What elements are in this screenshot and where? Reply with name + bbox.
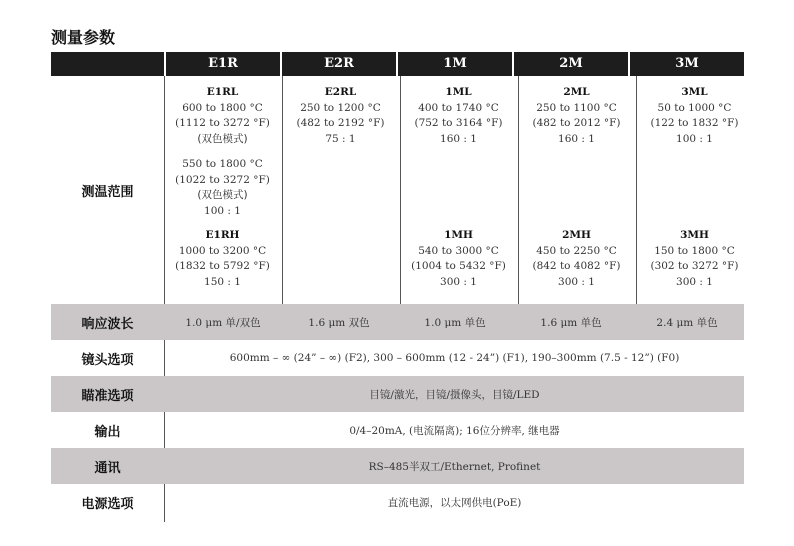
range-fahrenheit: (482 to 2012 °F) [532,117,621,129]
range-celsius: 150 to 1800 °C [654,244,735,257]
distance-ratio: 160 : 1 [558,132,595,145]
row-response-wavelength [51,304,744,340]
table-header [51,52,744,76]
row-label: 通讯 [94,460,121,476]
range-celsius: 400 to 1740 °C [418,101,499,114]
row-label: 镜头选项 [81,352,134,368]
row-aiming-options [51,376,744,412]
range-section [51,76,744,304]
range-group-3mh [637,228,752,290]
header-model-e2r: E2R [280,52,396,76]
range-celsius: 250 to 1100 °C [536,101,617,114]
range-celsius: 450 to 2250 °C [536,244,617,257]
range-fahrenheit: (122 to 1832 °F) [650,117,739,129]
range-cell-e2r [282,76,398,304]
response-cells [165,304,745,340]
range-fahrenheit: (482 to 2192 °F) [296,117,385,129]
row-communication [51,448,744,484]
distance-ratio: 160 : 1 [440,132,477,145]
column-divider [164,484,165,522]
range-celsius: 600 to 1800 °C [182,101,263,114]
range-fahrenheit: (752 to 3164 °F) [414,117,503,129]
sub-model: 3MH [680,229,709,241]
row-label: 瞄准选项 [81,388,134,404]
output-value: 0/4–20mA, (电流隔离); 16位分辨率, 继电器 [349,424,560,437]
range-fahrenheit: (1832 to 5792 °F) [175,260,270,272]
row-label: 响应波长 [81,316,134,332]
range-group-e1rh [165,228,280,290]
range-group-e1rl [165,85,280,147]
sub-model: 2ML [563,86,590,98]
range-group-1mh [401,228,516,290]
range-cell-1m [400,76,516,304]
sub-model: E1RL [206,86,239,98]
sub-model: 2MH [562,229,591,241]
response-cell-e1r: 1.0 μm 单/双色 [185,316,261,329]
header-model-1m: 1M [396,52,512,76]
range-cell-e1r [164,76,280,304]
row-lens-options [51,340,744,376]
header-model-3m: 3M [628,52,744,76]
response-cell-1m: 1.0 μm 单色 [424,316,486,329]
header-model-e1r: E1R [164,52,280,76]
header-model-2m: 2M [512,52,628,76]
range-fahrenheit: (1022 to 3272 °F) [175,173,270,186]
response-cell-3m: 2.4 μm 单色 [656,316,718,329]
range-fahrenheit: (302 to 3272 °F) [650,260,739,272]
range-celsius: 540 to 3000 °C [418,244,499,257]
row-label-range: 测温范围 [81,184,134,200]
distance-ratio: 100 : 1 [676,132,713,145]
comm-value: RS–485半双工/Ethernet, Profinet [368,460,541,473]
range-fahrenheit: (1112 to 3272 °F) [175,117,270,129]
sub-model: 1MH [444,229,473,241]
range-cell-2m [518,76,634,304]
range-group-1ml [401,85,516,147]
range-group-2mh [519,228,634,290]
range-celsius: 1000 to 3200 °C [178,244,267,257]
sub-model: 1ML [445,86,472,98]
distance-ratio: 300 : 1 [440,275,477,288]
row-power-options [51,484,744,520]
range-fahrenheit: (1004 to 5432 °F) [411,260,506,272]
mode-note: (双色模式) [197,132,248,145]
range-group-2ml [519,85,634,147]
sub-model: E1RH [205,229,240,241]
distance-ratio: 75 : 1 [325,132,356,145]
row-label: 电源选项 [81,496,134,512]
range-group-e2rl [283,85,398,147]
range-celsius: 250 to 1200 °C [300,101,381,114]
range-cell-3m [636,76,752,304]
range-group-3ml [637,85,752,147]
distance-ratio: 150 : 1 [204,275,241,288]
distance-ratio: 300 : 1 [676,275,713,288]
row-output [51,412,744,448]
distance-ratio: 100 : 1 [204,204,241,217]
range-fahrenheit: (842 to 4082 °F) [532,260,621,272]
mode-note: (双色模式) [197,189,248,201]
response-cell-2m: 1.6 μm 单色 [540,316,602,329]
aiming-value: 目镜/激光，目镜/摄像头，目镜/LED [369,388,540,401]
sub-model: 3ML [681,86,708,98]
response-cell-e2r: 1.6 μm 双色 [308,316,370,329]
distance-ratio: 300 : 1 [558,275,595,288]
header-corner [51,52,164,76]
range-celsius: 50 to 1000 °C [657,101,732,114]
power-value: 直流电源，以太网供电(PoE) [387,496,522,509]
row-label: 输出 [94,424,121,440]
range-celsius: 550 to 1800 °C [182,158,263,170]
lens-value: 600mm – ∞ (24” – ∞) (F2), 300 – 600mm (12 - 24”) (F1), 190–300mm (7.5 - 12”) (F0) [229,352,680,364]
sub-model: E2RL [324,86,357,98]
range-group-e1r-mid [165,157,280,219]
page-title: 测量参数 [51,28,116,47]
